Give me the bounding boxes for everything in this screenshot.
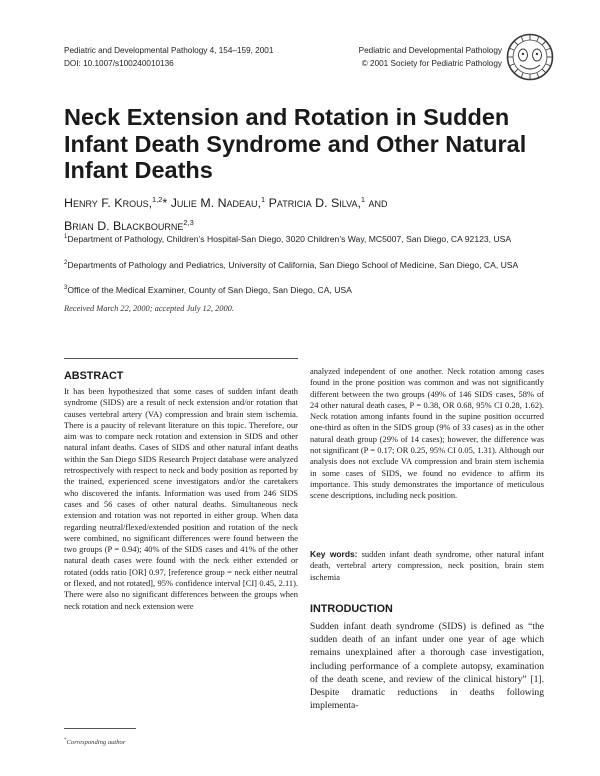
affiliation-text: Department of Pathology, Children’s Hospital-San Diego, 3020 Children’s Way, MC5007, San Diego, CA 92123, USA xyxy=(67,233,512,244)
journal-citation: Pediatric and Developmental Pathology 4, 154–159, 2001 xyxy=(64,46,274,55)
author-name: Brian D. Blackbourne xyxy=(64,219,184,234)
society-seal-icon xyxy=(506,33,554,81)
affiliation-marker: 2 xyxy=(64,260,68,266)
running-header-right xyxy=(359,44,502,70)
abstract-text-right xyxy=(310,366,544,502)
affiliation-marker: 1 xyxy=(64,234,68,240)
affiliation-text: Departments of Pathology and Pediatrics, University of California, San Diego School of Medicine, San Diego, CA, USA xyxy=(67,259,519,270)
author-name: Patricia D. Silva, xyxy=(268,196,361,211)
affiliation xyxy=(64,257,554,272)
abstract-paragraph: It has been hypothesized that some cases of sudden infant death syndrome (SIDS) are a result of neck extension and/or rotation that causes vertebral artery (VA) compression and brain stem ischemia. There is a paucity of relevant literature on this topic. Therefore, our aim was to compare neck rotation and extension in SIDS and other natural infant deaths. Cases of SIDS and other natural infant deaths within the San Diego SIDS Research Project database were analyzed retrospectively with respect to neck and body position as reported by the trained, experienced scene investigators and/or the caretakers who discovered the infants. Information was used from 246 SIDS cases and 56 cases of other natural deaths. Simultaneous neck extension and rotation was not reported in either group. When data regarding neutral/flexed/extended position and rotation of the neck were combined, no significant differences were found between the two groups (P = 0.94); 40% of the SIDS cases and 41% of the other natural death cases were found with the neck either extended or rotated (odds ratio [OR] 0.97, [reference group = neck either neutral or flexed, and not rotated], 95% confidence interval [CI] 0.45, 2.11). There were also no significant differences between the groups when neck rotation and neck extension were xyxy=(64,386,298,611)
author-list xyxy=(64,190,544,236)
introduction-heading: INTRODUCTION xyxy=(310,603,393,615)
journal-name: Pediatric and Developmental Pathology xyxy=(358,46,502,55)
affiliation xyxy=(64,282,554,297)
footnote-text: Corresponding author xyxy=(66,739,126,747)
author-name: Henry F. Krous, xyxy=(64,196,153,211)
author-separator: * xyxy=(162,196,171,211)
copyright: © 2001 Society for Pediatric Pathology xyxy=(361,59,502,68)
footnote-marker: * xyxy=(64,738,67,743)
section-divider xyxy=(64,358,298,359)
footnote-divider xyxy=(64,728,136,729)
affiliation xyxy=(64,231,554,246)
abstract-paragraph-continued: analyzed independent of one another. Neck rotation among cases found in the prone position was common and was not significantly different between the two groups (49% of 146 SIDS cases, 58% of 24 other natural death cases, P = 0.38, OR 0.68, 95% CI 0.28, 1.62). Neck rotation among infants found in the supine position occurred one-third as often in the SIDS group (9% of 33 cases) as in the other natural death group (29% of 14 cases); however, the difference was not significant (P = 0.17; OR 0.25, 95% CI 0.05, 1.31). Although our analysis does not exclude VA compression and brain stem ischemia in some cases of SIDS, we found no evidence to affirm its importance. This study demonstrates the importance of meticulous scene descriptions, including neck position. xyxy=(310,366,544,501)
author-affiliation-marker: 1,2 xyxy=(152,195,163,204)
affiliation-text: Office of the Medical Examiner, County of San Diego, San Diego, CA, USA xyxy=(67,284,352,295)
running-header-left xyxy=(64,44,273,70)
corresponding-author-footnote xyxy=(64,738,125,746)
doi: DOI: 10.1007/s100240010136 xyxy=(64,59,174,68)
keywords-label: Key words: xyxy=(310,549,358,559)
abstract-text-left xyxy=(64,386,298,612)
author-affiliation-marker: 1 xyxy=(261,195,266,204)
received-dates: Received March 22, 2000; accepted July 12, 2000. xyxy=(64,304,234,313)
author-affiliation-marker: 1 xyxy=(360,195,366,204)
keywords xyxy=(310,549,544,583)
keywords-text: sudden infant death syndrome, other natural infant death, vertebral artery compression, neck position, brain stem ischemia xyxy=(310,549,545,582)
affiliation-marker: 3 xyxy=(64,285,68,291)
abstract-heading: ABSTRACT xyxy=(64,370,124,382)
introduction-text: Sudden infant death syndrome (SIDS) is defined as “the sudden death of an infant under one year of age which remains unexplained after a thorough case investigation, including performance of a complete autopsy, examination of the death scene, and review of the clinical history” [1]. Despite dramatic reductions in deaths following implementa- xyxy=(310,621,544,712)
article-title: Neck Extension and Rotation in Sudden Infant Death Syndrome and Other Natural Infant Deaths xyxy=(64,104,527,183)
author-affiliation-marker: 2,3 xyxy=(183,218,194,228)
author-name: Julie M. Nadeau, xyxy=(170,196,261,211)
author-separator: and xyxy=(365,196,388,211)
